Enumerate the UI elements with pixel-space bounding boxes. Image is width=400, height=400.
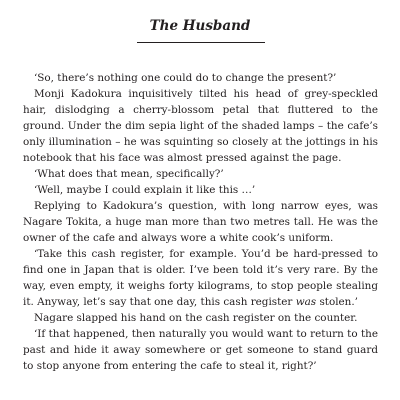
paragraph: ‘Well, maybe I could explain it like this …’ xyxy=(34,184,256,196)
paragraph: ‘If that happened, then naturally you would want to return to the past and hide it away somewhere or get someone to stand guard to stop anyone from entering the cafe to steal it, right?’ xyxy=(23,328,378,372)
body-text xyxy=(23,70,378,374)
title-divider xyxy=(137,42,265,43)
paragraph: Monji Kadokura inquisitively tilted his head of grey-speckled hair, dislodging a cherry-blossom petal that fluttered to the ground. Under the dim sepia light of the shaded lamps – the cafe’s only illumination – he was squinting so closely at the jottings in his notebook that his face was almost pressed against the page. xyxy=(23,88,378,164)
chapter-title: The Husband xyxy=(149,18,251,34)
paragraph xyxy=(23,246,378,310)
paragraph: Nagare slapped his hand on the cash register on the counter. xyxy=(34,312,358,324)
paragraph-text: stolen.’ xyxy=(316,296,358,308)
paragraph-text: ‘Take this cash register, for example. You’d be hard-pressed to find one in Japan that is older. I’ve been told it’s very rare. By the way, even empty, it weighs forty kilograms, to stop people stealing it. Anyway, let’s say that one day, this cash register xyxy=(23,248,378,308)
paragraph: ‘What does that mean, specifically?’ xyxy=(34,168,224,180)
paragraph: ‘So, there’s nothing one could do to change the present?’ xyxy=(34,72,337,84)
paragraph: Replying to Kadokura’s question, with long narrow eyes, was Nagare Tokita, a huge man more than two metres tall. He was the owner of the cafe and always wore a white cook’s uniform. xyxy=(23,200,378,244)
emphasis-text: was xyxy=(295,296,317,308)
